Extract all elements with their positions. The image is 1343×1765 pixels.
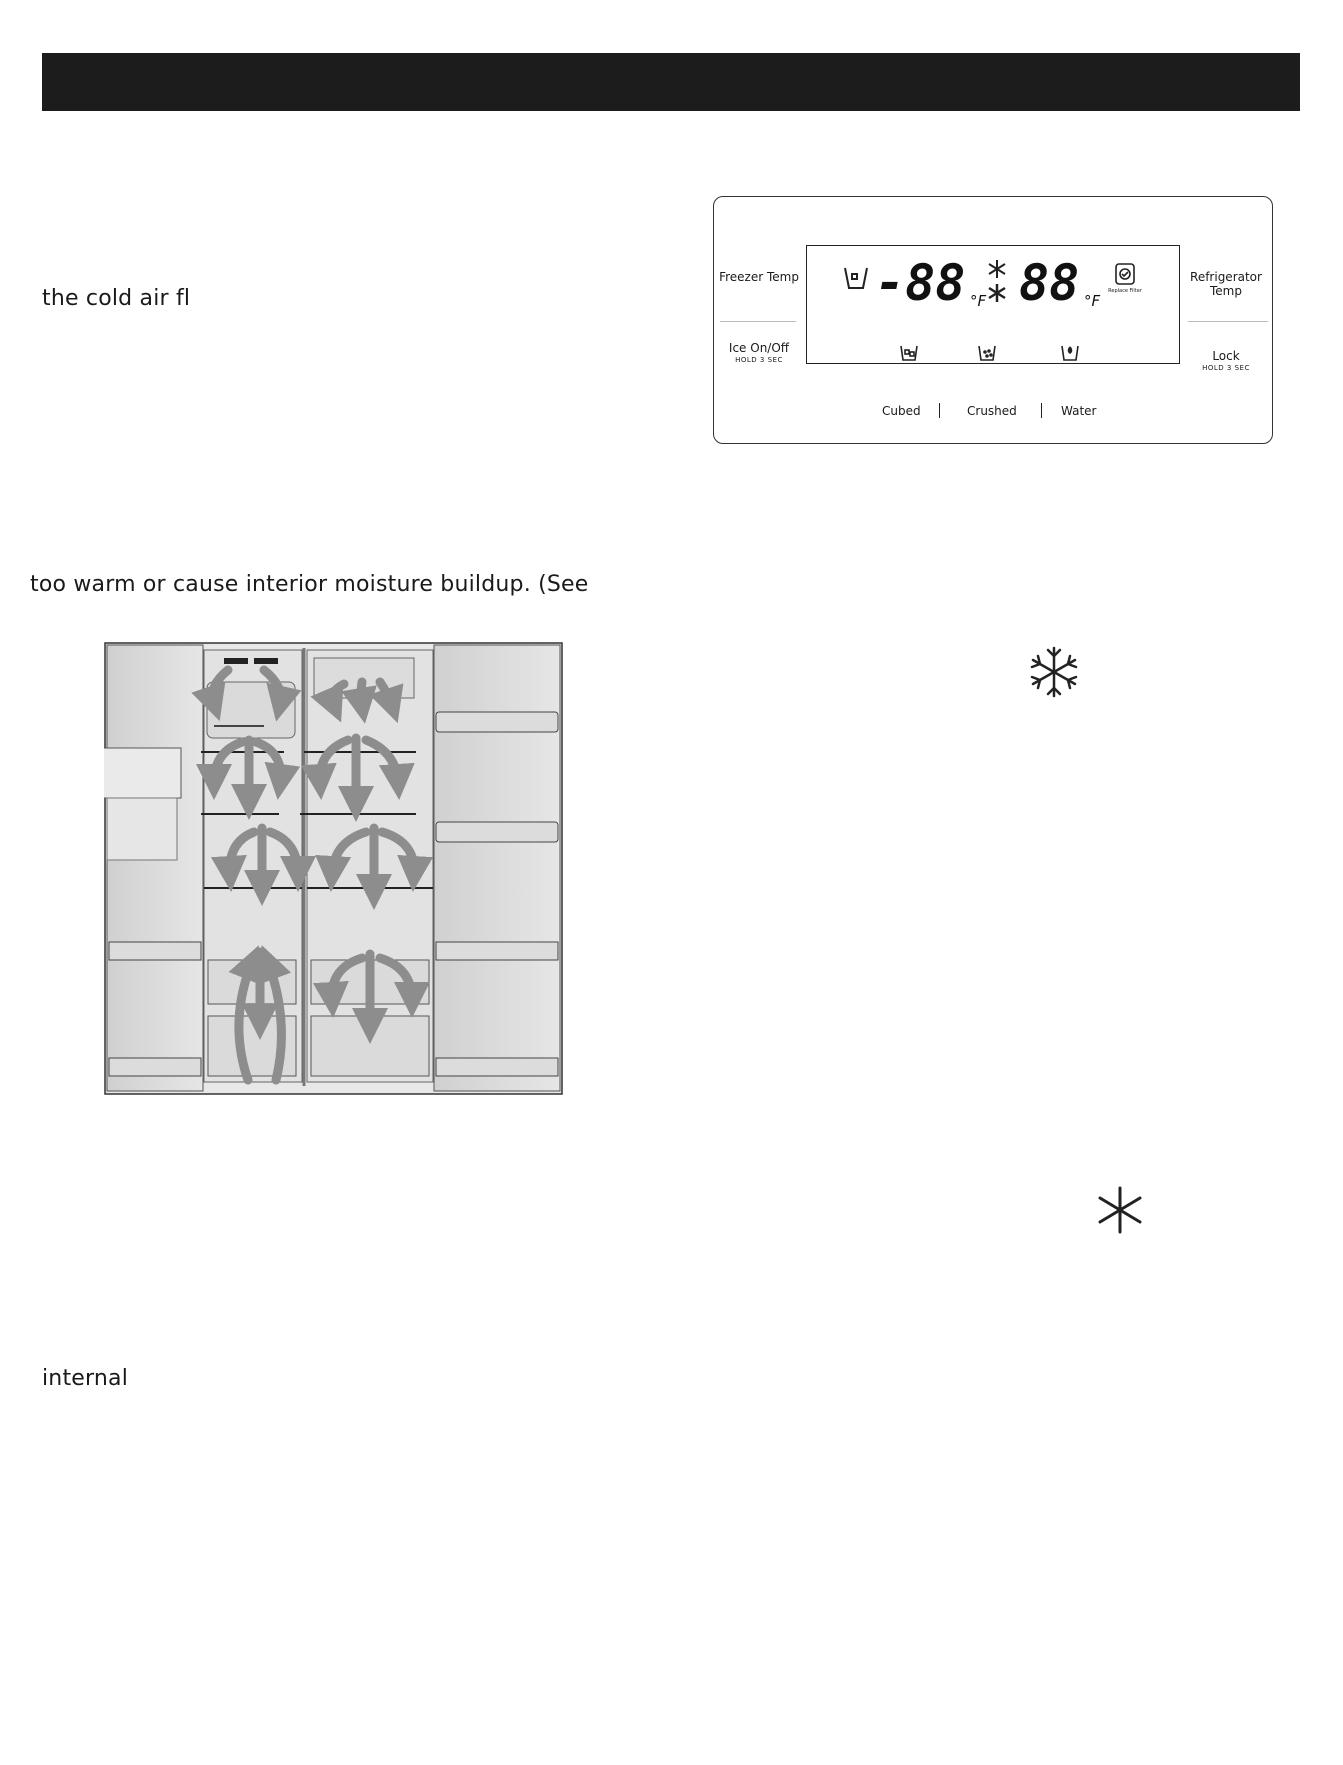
- fridge-temp-readout: 88: [1019, 254, 1080, 312]
- ice-on-off-button[interactable]: [719, 341, 799, 365]
- ice-on-off-label: Ice On/Off: [728, 341, 790, 355]
- freezer-temp-button[interactable]: [719, 270, 799, 284]
- lock-button[interactable]: [1186, 349, 1266, 373]
- filter-label: Replace Filter: [1108, 288, 1142, 294]
- cubed-ice-icon: [901, 346, 917, 360]
- refrigerator-temp-label: Refrigerator Temp: [1190, 270, 1262, 298]
- text-fragment-cold-air: the cold air fl: [42, 286, 191, 311]
- lock-label: Lock: [1212, 349, 1240, 363]
- panel-divider: [720, 321, 796, 322]
- asterisk-icon: [1094, 1186, 1146, 1234]
- water-drop-icon: [1062, 346, 1078, 360]
- crushed-ice-icon: [979, 346, 995, 360]
- snowflake-icon: [989, 284, 1005, 302]
- ice-hold-label: HOLD 3 SEC: [735, 356, 783, 364]
- freezer-temp-label: Freezer Temp: [719, 270, 799, 284]
- refrigerator-temp-button[interactable]: [1186, 270, 1266, 298]
- divider-bar: [939, 403, 940, 418]
- asterisk-icon: [989, 260, 1005, 278]
- divider-bar: [1041, 403, 1042, 418]
- panel-divider: [1188, 321, 1268, 322]
- snowflake-icon: [1024, 642, 1084, 702]
- ice-cup-icon: [845, 268, 867, 288]
- fridge-unit-label: °F: [1084, 292, 1101, 310]
- control-panel: [713, 196, 1273, 444]
- text-fragment-too-warm: too warm or cause interior moisture buildup. (See: [30, 572, 589, 597]
- freezer-unit-label: °F: [970, 292, 987, 310]
- text-fragment-internal: internal: [42, 1366, 129, 1391]
- filter-icon: [1116, 264, 1134, 284]
- water-button[interactable]: Water: [1061, 404, 1097, 418]
- cubed-button[interactable]: Cubed: [882, 404, 921, 418]
- lock-hold-label: HOLD 3 SEC: [1202, 364, 1250, 372]
- header-bar: [42, 53, 1300, 111]
- lcd-display: [806, 245, 1180, 364]
- crushed-button[interactable]: Crushed: [967, 404, 1017, 418]
- freezer-temp-readout: -88: [875, 254, 966, 312]
- refrigerator-airflow-diagram: [104, 642, 564, 1096]
